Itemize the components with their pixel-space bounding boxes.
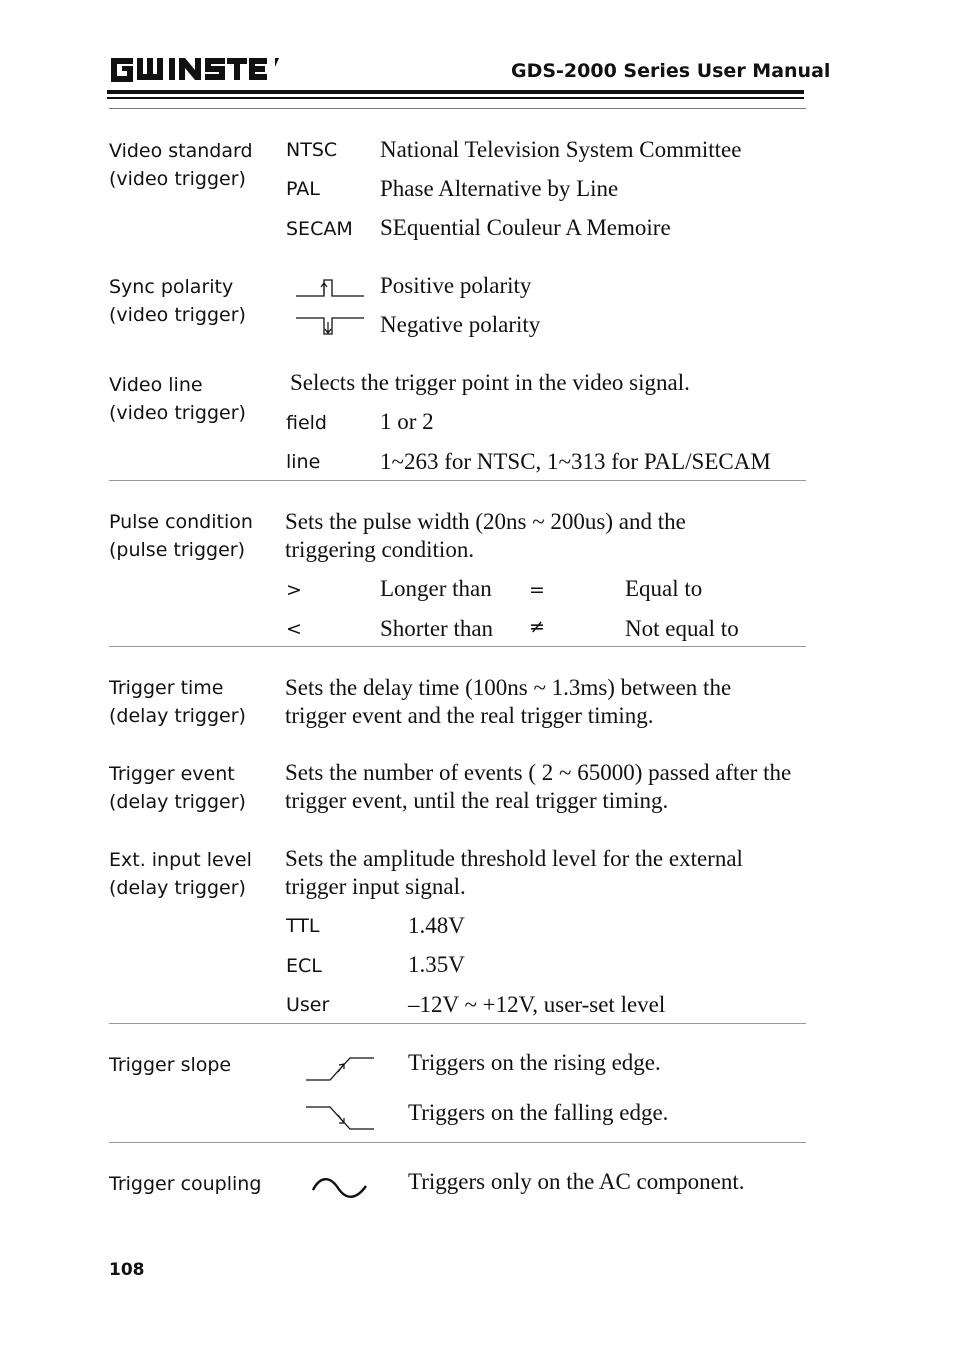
- video-line-label: [109, 371, 246, 427]
- label-line: (video trigger): [109, 168, 246, 190]
- field-key: field: [286, 412, 327, 434]
- ext-input-desc: Sets the amplitude threshold level for the external trigger input signal.: [285, 846, 743, 899]
- page-number: 108: [109, 1260, 145, 1280]
- label-line: (delay trigger): [109, 791, 246, 813]
- brand-logo: [109, 52, 279, 89]
- ecl-key: ECL: [286, 955, 322, 977]
- not-equal-key: ≠: [529, 616, 545, 638]
- less-key: <: [286, 618, 302, 640]
- label-line: (delay trigger): [109, 877, 246, 899]
- label-line: Ext. input level: [109, 849, 252, 871]
- user-key: User: [286, 994, 330, 1016]
- trigger-coupling-label: Trigger coupling: [109, 1173, 262, 1195]
- trigger-time-label: [109, 674, 246, 730]
- rising-edge-text: Triggers on the rising edge.: [408, 1050, 661, 1075]
- ntsc-key: NTSC: [286, 139, 338, 161]
- header-rule-thin: [109, 108, 806, 109]
- section-divider: [109, 1023, 806, 1024]
- label-line: Trigger time: [109, 677, 224, 699]
- video-line-desc: Selects the trigger point in the video signal.: [290, 370, 690, 395]
- label-line: Sync polarity: [109, 276, 234, 298]
- label-line: Video line: [109, 374, 203, 396]
- pulse-condition-label: [109, 508, 253, 564]
- ecl-value: 1.35V: [408, 952, 465, 977]
- header-rule-thick: [107, 90, 804, 94]
- less-value: Shorter than: [380, 616, 494, 641]
- secam-value: SEquential Couleur A Memoire: [380, 215, 671, 240]
- positive-polarity-text: Positive polarity: [380, 273, 532, 298]
- user-value: –12V ~ +12V, user-set level: [408, 992, 666, 1017]
- equal-value: Equal to: [625, 576, 703, 601]
- section-divider: [109, 646, 806, 647]
- sync-polarity-label: [109, 273, 246, 329]
- ntsc-value: National Television System Committee: [380, 137, 742, 162]
- trigger-event-desc: Sets the number of events ( 2 ~ 65000) passed after the trigger event, until the real trigger timing.: [285, 760, 792, 813]
- positive-polarity-icon: [294, 276, 366, 300]
- falling-edge-text: Triggers on the falling edge.: [408, 1100, 669, 1125]
- pulse-condition-desc: Sets the pulse width (20ns ~ 200us) and the triggering condition.: [285, 509, 686, 562]
- ttl-key: TTL: [286, 915, 320, 937]
- trigger-event-label: [109, 760, 246, 816]
- header-rule-mid: [107, 97, 804, 99]
- negative-polarity-icon: [294, 314, 366, 338]
- label-line: Pulse condition: [109, 511, 253, 533]
- manual-title: GDS-2000 Series User Manual: [511, 60, 831, 82]
- falling-edge-icon: [304, 1103, 378, 1133]
- section-divider: [109, 480, 806, 481]
- pal-value: Phase Alternative by Line: [380, 176, 619, 201]
- equal-key: =: [529, 579, 545, 601]
- label-line: Trigger event: [109, 763, 235, 785]
- ac-coupling-text: Triggers only on the AC component.: [408, 1169, 745, 1194]
- line-value: 1~263 for NTSC, 1~313 for PAL/SECAM: [380, 449, 771, 474]
- trigger-time-desc: Sets the delay time (100ns ~ 1.3ms) between the trigger event and the real trigger timing.: [285, 675, 732, 728]
- ac-coupling-icon: [310, 1172, 370, 1204]
- label-line: (pulse trigger): [109, 539, 245, 561]
- ttl-value: 1.48V: [408, 913, 465, 938]
- field-value: 1 or 2: [380, 409, 434, 434]
- greater-key: >: [286, 579, 302, 601]
- negative-polarity-text: Negative polarity: [380, 312, 541, 337]
- label-line: (delay trigger): [109, 705, 246, 727]
- rising-edge-icon: [304, 1054, 378, 1084]
- secam-key: SECAM: [286, 218, 353, 240]
- not-equal-value: Not equal to: [625, 616, 739, 641]
- pal-key: PAL: [286, 178, 320, 200]
- video-standard-label: [109, 137, 253, 193]
- label-line: Video standard: [109, 140, 253, 162]
- section-divider: [109, 1142, 806, 1143]
- greater-value: Longer than: [380, 576, 492, 601]
- label-line: (video trigger): [109, 304, 246, 326]
- line-key: line: [286, 451, 321, 473]
- ext-input-label: [109, 846, 252, 902]
- trigger-slope-label: Trigger slope: [109, 1054, 232, 1076]
- label-line: (video trigger): [109, 402, 246, 424]
